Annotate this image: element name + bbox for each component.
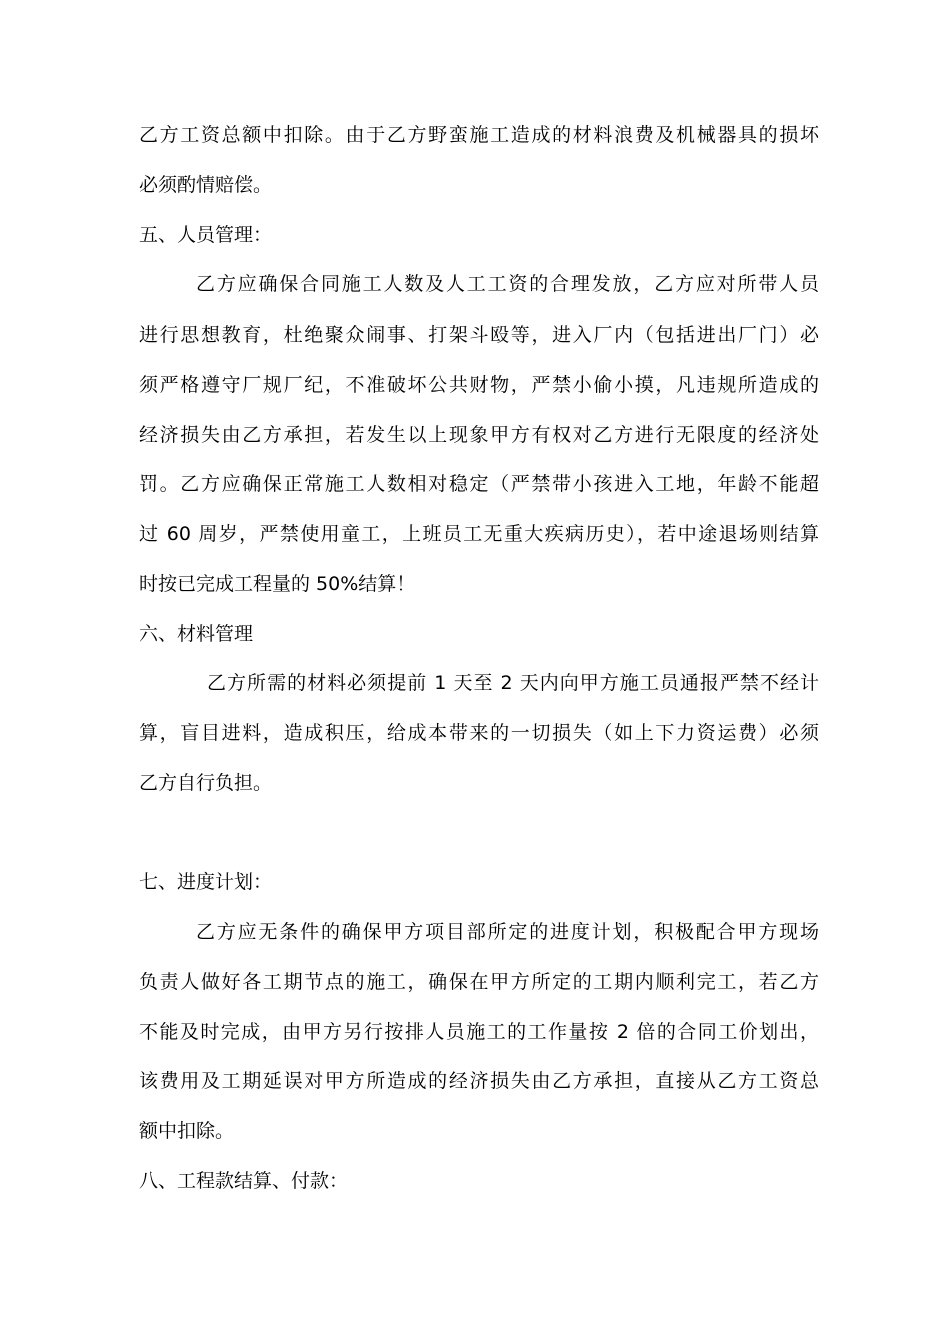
section-heading-materials: 六、材料管理 bbox=[139, 623, 254, 645]
paragraph-line: 乙方工资总额中扣除。由于乙方野蛮施工造成的材料浪费及机械器具的损坏 bbox=[139, 124, 819, 146]
paragraph-line: 负责人做好各工期节点的施工，确保在甲方所定的工期内顺利完工，若乙方 bbox=[139, 971, 819, 993]
paragraph-line: 必须酌情赔偿。 bbox=[139, 174, 273, 196]
paragraph-line: 乙方应确保合同施工人数及人工工资的合理发放，乙方应对所带人员 bbox=[196, 273, 819, 295]
paragraph-line: 该费用及工期延误对甲方所造成的经济损失由乙方承担，直接从乙方工资总 bbox=[139, 1070, 819, 1092]
paragraph-line: 不能及时完成，由甲方另行按排人员施工的工作量按 2 倍的合同工价划出， bbox=[139, 1021, 819, 1043]
paragraph-line: 乙方所需的材料必须提前 1 天至 2 天内向甲方施工员通报严禁不经计 bbox=[207, 672, 819, 694]
paragraph-line: 时按已完成工程量的 50%结算！ bbox=[139, 573, 416, 595]
paragraph-line: 乙方自行负担。 bbox=[139, 772, 273, 794]
paragraph-line: 算，盲目进料，造成积压，给成本带来的一切损失（如上下力资运费）必须 bbox=[139, 722, 819, 744]
paragraph-line: 乙方应无条件的确保甲方项目部所定的进度计划，积极配合甲方现场 bbox=[196, 921, 819, 943]
section-heading-schedule: 七、进度计划： bbox=[139, 871, 273, 893]
paragraph-line: 罚。乙方应确保正常施工人数相对稳定（严禁带小孩进入工地，年龄不能超 bbox=[139, 473, 819, 495]
paragraph-line: 进行思想教育，杜绝聚众闹事、打架斗殴等，进入厂内（包括进出厂门）必 bbox=[139, 324, 819, 346]
paragraph-line: 额中扣除。 bbox=[139, 1120, 235, 1142]
paragraph-line: 过 60 周岁，严禁使用童工，上班员工无重大疾病历史），若中途退场则结算 bbox=[139, 523, 819, 545]
section-heading-payment: 八、工程款结算、付款： bbox=[139, 1170, 349, 1192]
paragraph-line: 经济损失由乙方承担，若发生以上现象甲方有权对乙方进行无限度的经济处 bbox=[139, 424, 819, 446]
section-heading-personnel: 五、人员管理： bbox=[139, 224, 273, 246]
paragraph-line: 须严格遵守厂规厂纪，不准破坏公共财物，严禁小偷小摸，凡违规所造成的 bbox=[139, 374, 819, 396]
